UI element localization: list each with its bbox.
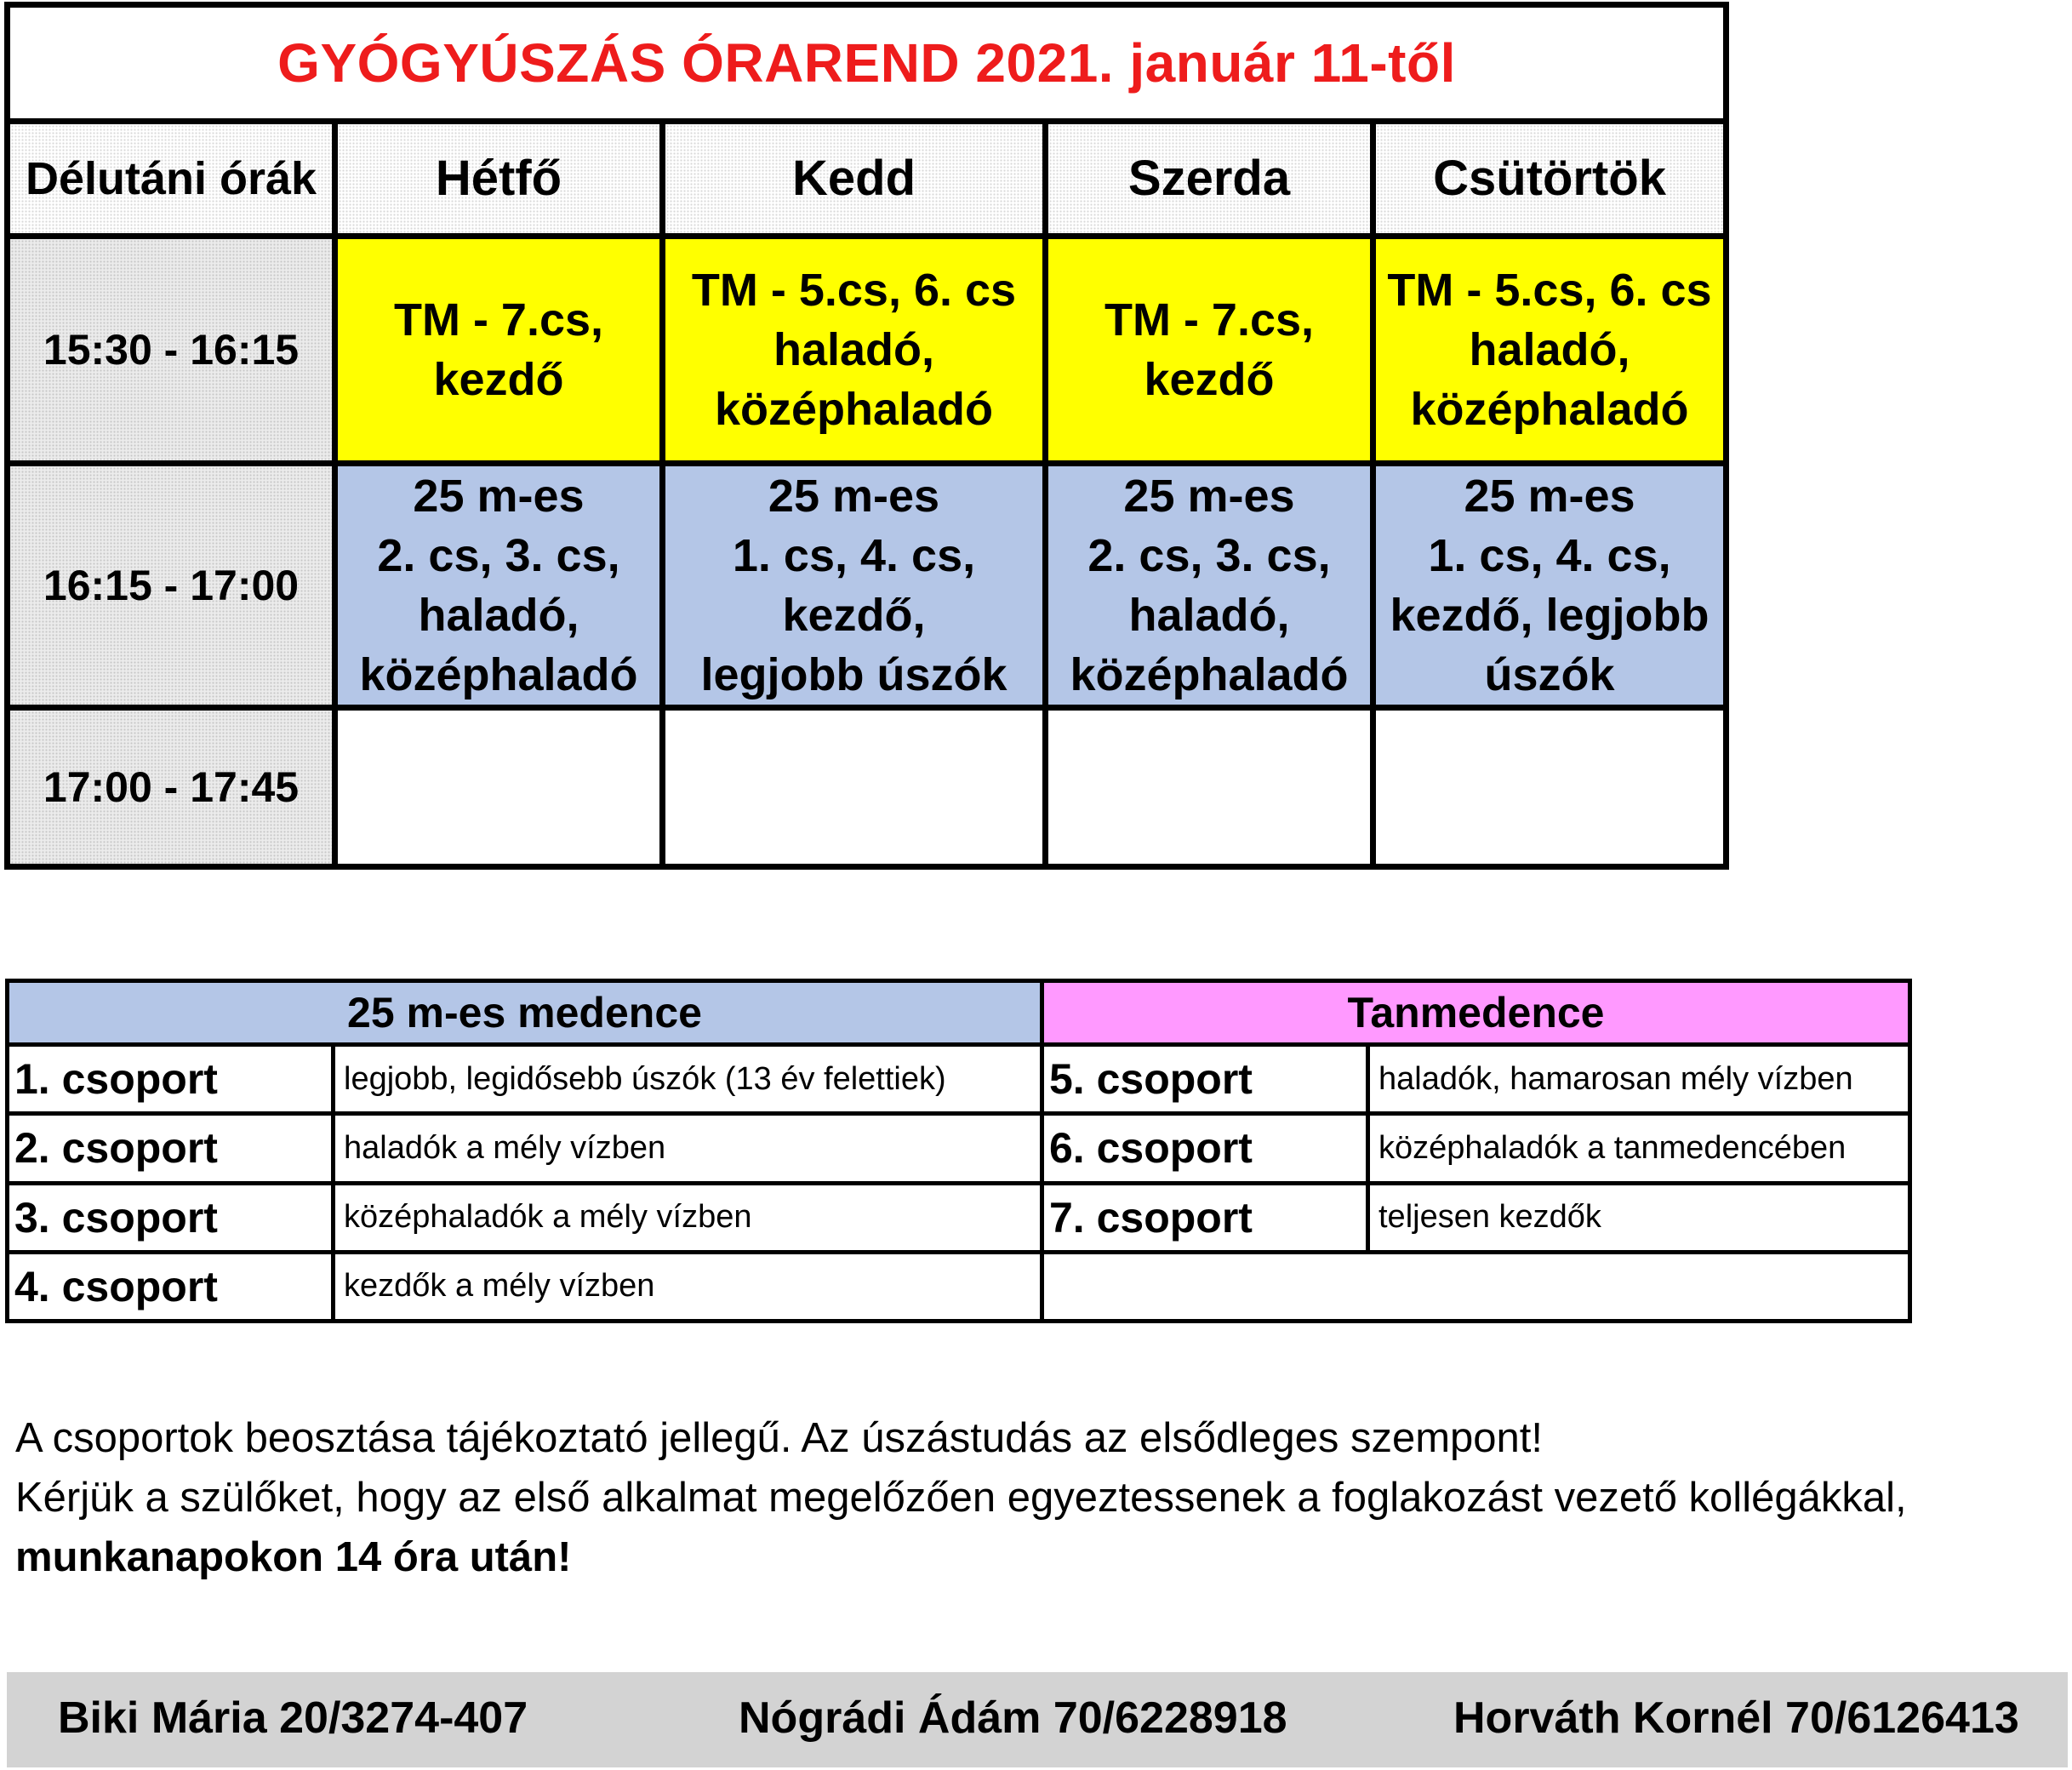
schedule-cell — [1373, 237, 1727, 464]
day-header-tuesday: Kedd — [663, 122, 1046, 237]
cell-line: legjobb úszók — [700, 649, 1007, 700]
cell-line: 2. cs, 3. cs, — [377, 530, 620, 581]
schedule-cell — [663, 237, 1046, 464]
note-line-bold: munkanapokon 14 óra után! — [15, 1534, 572, 1580]
cell-line: 25 m-es — [768, 471, 940, 522]
legend-empty-cell — [1042, 1252, 1910, 1321]
note-line: A csoportok beosztása tájékoztató jellegű. Az úszástudás az elsődleges szempont! — [15, 1415, 1544, 1461]
contact-horvath-kornel: Horváth Kornél 70/6126413 — [1453, 1693, 2019, 1743]
cell-line: úszók — [1484, 649, 1615, 700]
cell-line: középhaladó — [1410, 384, 1689, 435]
page-title: GYÓGYÚSZÁS ÓRAREND 2021. január 11-től — [8, 5, 1727, 122]
group-description: kezdők a mély vízben — [334, 1252, 1042, 1321]
cell-line: 1. cs, 4. cs, — [1428, 530, 1671, 581]
cell-line: haladó, — [1128, 590, 1290, 641]
cell-line: TM - 5.cs, 6. cs — [691, 265, 1017, 316]
group-label: 6. csoport — [1042, 1114, 1368, 1183]
group-description: középhaladók a mély vízben — [334, 1183, 1042, 1252]
time-slot: 15:30 - 16:15 — [8, 237, 335, 464]
schedule-cell — [1046, 464, 1373, 708]
day-header-wednesday: Szerda — [1046, 122, 1373, 237]
group-description: teljesen kezdők — [1368, 1183, 1910, 1252]
schedule-cell — [663, 464, 1046, 708]
schedule-cell — [1373, 464, 1727, 708]
cell-line: kezdő — [433, 354, 564, 405]
group-description: haladók a mély vízben — [334, 1114, 1042, 1183]
contact-nogradi-adam: Nógrádi Ádám 70/6228918 — [739, 1693, 1287, 1743]
group-label: 3. csoport — [8, 1183, 334, 1252]
cell-line: középhaladó — [359, 649, 638, 700]
cell-line: TM - 7.cs, — [1104, 294, 1315, 345]
cell-line: kezdő — [1144, 354, 1275, 405]
time-slot: 16:15 - 17:00 — [8, 464, 335, 708]
cell-line: TM - 5.cs, 6. cs — [1387, 265, 1712, 316]
contact-biki-maria: Biki Mária 20/3274-407 — [58, 1693, 528, 1743]
schedule-cell — [1373, 708, 1727, 867]
group-description: haladók, hamarosan mély vízben — [1368, 1045, 1910, 1114]
schedule-cell — [335, 708, 663, 867]
schedule-cell — [663, 708, 1046, 867]
day-header-thursday: Csütörtök — [1373, 122, 1727, 237]
cell-line: TM - 7.cs, — [393, 294, 604, 345]
schedule-cell — [1046, 237, 1373, 464]
cell-line: haladó, — [773, 324, 935, 375]
schedule-cell — [335, 237, 663, 464]
cell-line: 25 m-es — [1464, 471, 1635, 522]
group-label: 1. csoport — [8, 1045, 334, 1114]
group-label: 4. csoport — [8, 1252, 334, 1321]
cell-line: haladó, — [418, 590, 579, 641]
note-line: Kérjük a szülőket, hogy az első alkalmat megelőzően egyeztessenek a foglakozást vezető kollégákkal, — [15, 1475, 1907, 1521]
schedule-cell — [1046, 708, 1373, 867]
cell-line: haladó, — [1469, 324, 1630, 375]
group-description: legjobb, legidősebb úszók (13 év felettiek) — [334, 1045, 1042, 1114]
schedule-cell — [335, 464, 663, 708]
group-label: 7. csoport — [1042, 1183, 1368, 1252]
legend-header-pool: 25 m-es medence — [8, 981, 1042, 1045]
contacts-bar — [7, 1672, 2068, 1767]
group-description: középhaladók a tanmedencében — [1368, 1114, 1910, 1183]
group-label: 5. csoport — [1042, 1045, 1368, 1114]
cell-line: középhaladó — [714, 384, 994, 435]
time-slot: 17:00 - 17:45 — [8, 708, 335, 867]
cell-line: kezdő, legjobb — [1390, 590, 1710, 641]
schedule-table — [4, 2, 1723, 870]
cell-line: 2. cs, 3. cs, — [1087, 530, 1331, 581]
group-label: 2. csoport — [8, 1114, 334, 1183]
group-legend-table — [5, 979, 1908, 1323]
cell-line: középhaladó — [1070, 649, 1349, 700]
cell-line: 25 m-es — [413, 471, 585, 522]
legend-header-teaching-pool: Tanmedence — [1042, 981, 1910, 1045]
corner-label: Délutáni órák — [8, 122, 335, 237]
notes — [15, 1408, 2058, 1587]
cell-line: 1. cs, 4. cs, kezdő, — [732, 530, 976, 641]
cell-line: 25 m-es — [1123, 471, 1295, 522]
day-header-monday: Hétfő — [335, 122, 663, 237]
